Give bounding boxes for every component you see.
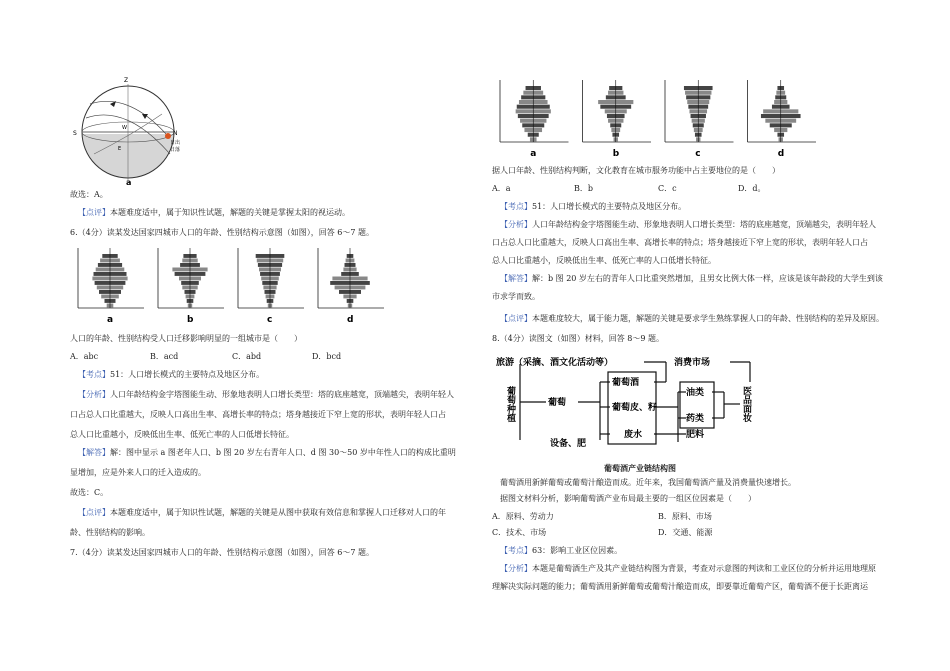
q6-comment-line-1: 本题难度适中，属于知识性试题，解题的关键是从图中获取有效信息和掌握人口迁移对人口的年	[110, 508, 446, 517]
q8-stem: 8.（4分）读图文（如图）材料，回答 8～9 题。	[492, 334, 664, 343]
label-waste-water: 废水	[624, 430, 643, 440]
q6-jieda-line-2: 显增加，应是外来人口的迁入造成的。	[70, 468, 206, 477]
pyramid-label: c	[695, 149, 701, 158]
label-cosmetics	[741, 385, 752, 423]
label-sunset: 日落	[170, 147, 181, 153]
pyramid-label: c	[267, 315, 273, 324]
pyramid-panel	[318, 248, 384, 324]
q7-comment-text: 本题难度较大，属于能力题，解题的关键是要求学生熟练掌握人口的年龄、性别结构的差异及原因。	[532, 314, 884, 323]
q7-jieda	[492, 272, 902, 303]
pyramid-label: b	[612, 149, 620, 158]
label-medicine: 药类	[686, 414, 705, 424]
svg-text:葡萄种植: 葡萄种植	[505, 386, 515, 422]
q6-kaodian-text: 51：人口增长模式的主要特点及地区分布。	[110, 370, 265, 379]
kaodian-tag: 【考点】	[78, 370, 110, 379]
population-pyramids-right	[492, 76, 902, 158]
fenxi-tag: 【分析】	[500, 564, 532, 573]
option-a[interactable]: A．abc	[70, 352, 99, 361]
q6-kaodian	[70, 368, 488, 381]
wine-industry-chain-diagram	[494, 352, 784, 462]
q8-question: 据图文材料分析，影响葡萄酒产业布局最主要的一组区位因素是（ ）	[500, 494, 756, 503]
q6-fenxi-line-3: 总人口比重越小，反映低出生率、低死亡率的人口低增长特征。	[70, 430, 294, 439]
q8-kaodian	[492, 544, 910, 557]
fenxi-tag: 【分析】	[500, 220, 532, 229]
label-z: Z	[124, 77, 129, 84]
label-oil: 油类	[686, 388, 705, 398]
q7-kaodian-text: 51：人口增长模式的主要特点及地区分布。	[532, 202, 687, 211]
label-a: a	[126, 178, 132, 186]
q6-comment	[70, 506, 480, 539]
label-consumer-market: 消费市场	[674, 358, 711, 368]
pyramid-panel	[583, 80, 652, 158]
q7-comment	[492, 312, 910, 325]
label-grape-planting	[505, 385, 517, 423]
label-s: S	[73, 130, 77, 137]
q7-fenxi	[492, 218, 902, 267]
q7-options	[492, 182, 902, 195]
option-a[interactable]: A．a	[492, 184, 511, 193]
q8-options-row1	[492, 510, 902, 523]
option-c[interactable]: C．abd	[232, 352, 262, 361]
pyramid-label: d	[347, 315, 354, 324]
pyramid-panel	[158, 248, 224, 324]
pyramid-label: d	[777, 149, 785, 158]
q7-fenxi-line-1: 人口年龄结构金字塔图能生动、形象地表明人口增长类型：塔的底座越宽，顶端越尖，表明年轻人	[532, 220, 876, 229]
kaodian-tag: 【考点】	[500, 202, 532, 211]
q8-fenxi-line-1: 本题是葡萄酒生产及其产业链结构图为背景，考查对示意图的判读和工业区位的分析并运用地理原	[532, 564, 876, 573]
q7-fenxi-line-2: 口占总人口比重越大，反映人口高出生率、高增长率的特点；塔身越接近下窄上宽的形状，表明年轻人口占	[492, 238, 868, 247]
comment-tag: 【点评】	[500, 314, 532, 323]
q7-jieda-line-2: 市求学而致。	[492, 292, 540, 301]
q5-comment-text: 本题难度适中，属于知识性试题，解题的关键是掌握太阳的视运动。	[110, 208, 350, 217]
label-e: E	[118, 146, 122, 152]
pyramid-panel	[500, 80, 569, 158]
q6-fenxi-line-1: 人口年龄结构金字塔图能生动、形象地表明人口增长类型：塔的底座越宽，顶端越尖，表明年轻人	[110, 390, 454, 399]
q7-fenxi-line-3: 总人口比重越小，反映低出生率、低死亡率的人口低增长特征。	[492, 256, 716, 265]
kaodian-tag: 【考点】	[500, 546, 532, 555]
pyramid-label: a	[107, 315, 114, 324]
pyramid-panel	[78, 248, 144, 324]
q7-jieda-line-1: 解：b 图 20 岁左右的青年人口比重突然增加，且男女比例大体一样，应该是该年龄段的大学生到该	[532, 274, 883, 283]
diagram-caption: 葡萄酒产业链结构图	[604, 463, 676, 473]
q6-fenxi-line-2: 口占总人口比重越大，反映人口高出生率、高增长率的特点；塔身越接近下窄上宽的形状，表明年轻人口占	[70, 410, 446, 419]
q6-jieda	[70, 446, 480, 479]
q6-jieda-line-1: 解：图中显示 a 图老年人口、b 图 20 岁左右青年人口、d 图 30～50 岁中年性人口的构成比重明	[110, 448, 456, 457]
q8-kaodian-text: 63：影响工业区位因素。	[532, 546, 623, 555]
label-w: W	[122, 125, 127, 131]
pyramids-svg	[70, 244, 390, 324]
q8-fenxi-line-2: 理解决实际问题的能力；葡萄酒用新鲜葡萄或葡萄汁酿造而成，即要靠近葡萄产区，葡萄酒不便于长距离运	[492, 582, 868, 591]
comment-tag: 【点评】	[78, 208, 110, 217]
q7-stem: 7.（4分）读某发达国家四城市人口的年龄、性别结构示意图（如图），回答 6～7 题。	[70, 548, 374, 557]
q6-comment-line-2: 龄、性别结构的影响。	[70, 528, 150, 537]
label-fertilizer: 肥料	[686, 430, 705, 440]
pyramid-panel	[238, 248, 304, 324]
label-tourism: 旅游（采摘、酒文化活动等）	[496, 358, 614, 368]
jieda-tag: 【解答】	[78, 448, 110, 457]
option-b[interactable]: B．b	[574, 184, 593, 193]
option-b[interactable]: B．原料、市场	[658, 512, 712, 521]
fenxi-tag: 【分析】	[78, 390, 110, 399]
option-d[interactable]: D．bcd	[312, 352, 342, 361]
option-d[interactable]: D．交通、能源	[658, 528, 713, 537]
label-grape: 葡萄	[548, 398, 567, 408]
label-wine: 葡萄酒	[612, 378, 640, 388]
svg-text:医品面妆: 医品面妆	[741, 386, 751, 422]
celestial-sphere-figure	[70, 74, 190, 186]
q6-question: 人口的年龄、性别结构受人口迁移影响明显的一组城市是（ ）	[70, 334, 302, 343]
label-n: N	[173, 130, 178, 137]
label-equipment: 设备、肥	[550, 439, 587, 449]
pyramid-label: b	[187, 315, 194, 324]
population-pyramids-left	[70, 244, 480, 324]
option-c[interactable]: C．技术、市场	[492, 528, 547, 537]
pyramid-panel	[665, 80, 734, 158]
label-residue: 葡萄皮、籽	[612, 403, 658, 413]
q5-answer: 故选：A。	[70, 190, 108, 199]
option-c[interactable]: C．c	[658, 184, 677, 193]
sun-marker-icon	[165, 133, 171, 139]
q8-options-row2	[492, 526, 902, 539]
q8-fenxi	[492, 562, 902, 593]
q6-fenxi	[70, 388, 480, 441]
option-b[interactable]: B．acd	[150, 352, 179, 361]
q5-comment	[70, 206, 488, 219]
q7-kaodian	[492, 200, 910, 213]
option-a[interactable]: A．原料、劳动力	[492, 512, 554, 521]
q6-answer: 故选：C。	[70, 488, 109, 497]
label-sunrise: 日出	[170, 140, 181, 146]
pyramid-panel	[748, 80, 817, 158]
jieda-tag: 【解答】	[500, 274, 532, 283]
q7-question: 据人口年龄、性别结构判断，文化教育在城市服务功能中占主要地位的是（ ）	[492, 166, 780, 175]
option-d[interactable]: D．d。	[738, 184, 766, 193]
q6-stem: 6.（4分）读某发达国家四城市人口的年龄、性别结构示意图（如图），回答 6～7 题。	[70, 228, 374, 237]
pyramids-svg	[492, 76, 822, 158]
comment-tag: 【点评】	[78, 508, 110, 517]
q6-options	[70, 350, 480, 363]
pyramid-label: a	[530, 149, 537, 158]
q8-intro: 葡萄酒用新鲜葡萄或葡萄汁酿造而成。近年来，我国葡萄酒产量及消费量快速增长。	[500, 478, 796, 487]
